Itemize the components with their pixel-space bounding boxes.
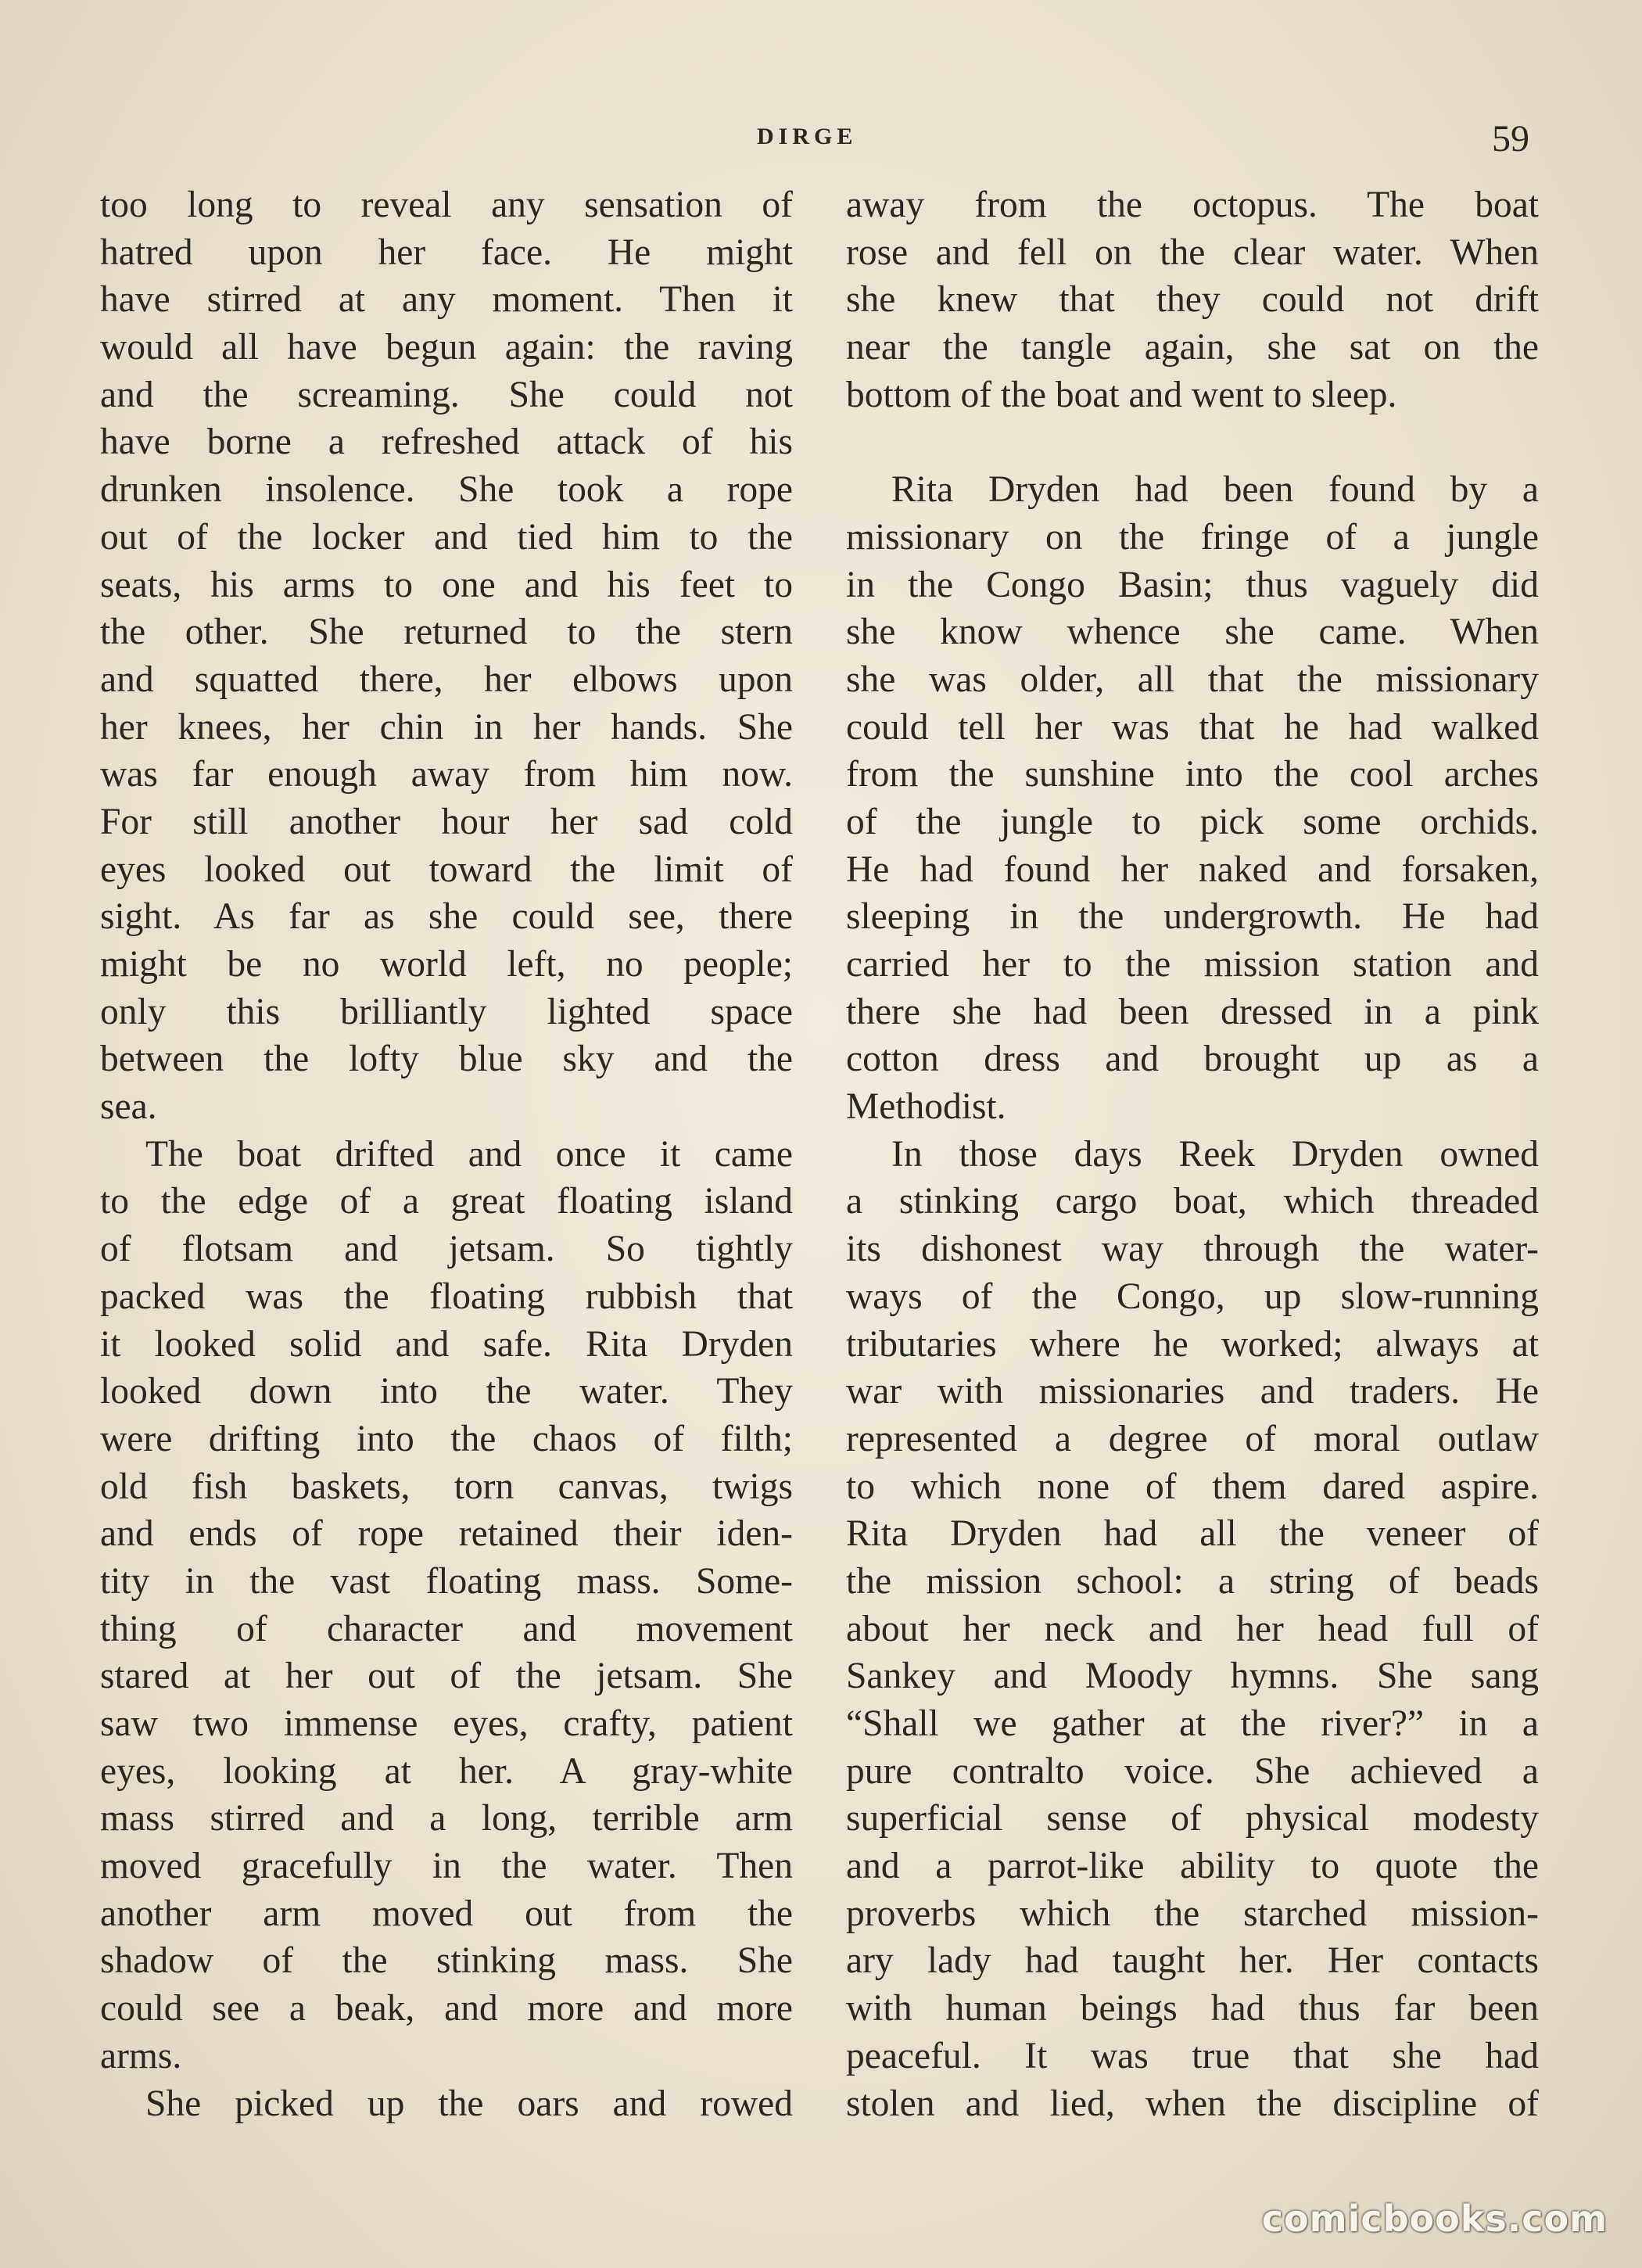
text-line: She picked up the oars and rowed [145,2083,793,2124]
text-line: about her neck and her head full of [846,1608,1539,1649]
text-line: she was older, all that the missionary [846,659,1539,700]
text-line: of flotsam and jetsam. So tightly [100,1229,793,1270]
right-text-column [846,181,1539,2127]
text-line: away from the octopus. The boat [846,185,1539,225]
text-line: eyes looked out toward the limit of [100,849,793,890]
watermark: comicbooks.com [1261,2198,1608,2240]
text-line: missionary on the fringe of a jungle [846,516,1539,558]
paragraph-break [846,418,1539,466]
text-line: there she had been dressed in a pink [846,991,1539,1032]
text-line: saw two immense eyes, crafty, patient [100,1703,793,1744]
text-line: the other. She returned to the stern [100,612,793,653]
text-line: with human beings had thus far been [846,1988,1539,2029]
text-line: and the screaming. She could not [100,374,793,415]
text-line: were drifting into the chaos of filth; [100,1418,793,1459]
text-line: to the edge of a great floating island [100,1181,793,1222]
text-line: carried her to the mission station and [846,944,1539,985]
text-line: would all have begun again: the raving [100,327,793,368]
text-line: pure contralto voice. She achieved a [846,1750,1539,1792]
text-line: represented a degree of moral outlaw [846,1418,1539,1459]
text-line: she know whence she came. When [846,612,1539,653]
text-line: of the jungle to pick some orchids. [846,801,1539,842]
text-line: from the sunshine into the cool arches [846,754,1539,795]
text-line: sea. [100,1086,157,1128]
text-line: hatred upon her face. He might [100,231,793,273]
text-line: drunken insolence. She took a rope [100,469,793,511]
running-title: DIRGE [757,124,858,149]
text-line: could see a beak, and more and more [100,1988,793,2029]
text-line: arms. [100,2035,182,2076]
text-line: stared at her out of the jetsam. She [100,1656,793,1697]
text-line: her knees, her chin in her hands. She [100,706,793,748]
text-line: could tell her was that he had walked [846,706,1539,748]
text-line: and a parrot-like ability to quote the [846,1846,1539,1887]
text-line: have stirred at any moment. Then it [100,279,793,321]
text-line: looked down into the water. They [100,1371,793,1412]
text-line: mass stirred and a long, terrible arm [100,1798,793,1839]
text-line: thing of character and movement [100,1608,793,1649]
text-line: sight. As far as she could see, there [100,896,793,938]
text-line: might be no world left, no people; [100,944,793,985]
text-line: cotton dress and brought up as a [846,1039,1539,1080]
text-line: and squatted there, her elbows upon [100,659,793,700]
text-line: a stinking cargo boat, which threaded [846,1181,1539,1222]
text-line: the mission school: a string of beads [846,1560,1539,1602]
text-line: Rita Dryden had all the veneer of [846,1513,1539,1555]
text-line: she knew that they could not drift [846,279,1539,321]
text-line: tity in the vast floating mass. Some- [100,1560,793,1602]
text-line: peaceful. It was true that she had [846,2035,1539,2076]
page-header [0,118,1642,170]
text-line: Rita Dryden had been found by a [891,469,1539,511]
text-line: superficial sense of physical modesty [846,1798,1539,1839]
text-line: old fish baskets, torn canvas, twigs [100,1466,793,1507]
text-line: seats, his arms to one and his feet to [100,564,793,605]
text-line: ways of the Congo, up slow-running [846,1276,1539,1317]
text-line: He had found her naked and forsaken, [846,849,1539,890]
text-line: too long to reveal any sensation of [100,185,793,225]
text-line: For still another hour her sad cold [100,801,793,842]
text-line: rose and fell on the clear water. When [846,231,1539,273]
text-line: have borne a refreshed attack of his [100,422,793,463]
text-line: Sankey and Moody hymns. She sang [846,1656,1539,1697]
text-line: was far enough away from him now. [100,754,793,795]
text-line: between the lofty blue sky and the [100,1039,793,1080]
text-line: Methodist. [846,1086,1006,1128]
text-line: eyes, looking at her. A gray-white [100,1750,793,1792]
text-line: tributaries where he worked; always at [846,1323,1539,1365]
text-line: another arm moved out from the [100,1893,793,1934]
text-line: and ends of rope retained their iden- [100,1513,793,1555]
left-text-column [100,181,793,2127]
text-line: In those days Reek Dryden owned [891,1133,1539,1175]
text-line: it looked solid and safe. Rita Dryden [100,1323,793,1365]
text-line: stolen and lied, when the discipline of [846,2083,1539,2124]
text-line: moved gracefully in the water. Then [100,1846,793,1887]
text-line: only this brilliantly lighted space [100,991,793,1032]
text-line: packed was the floating rubbish that [100,1276,793,1317]
text-line: ary lady had taught her. Her contacts [846,1940,1539,1982]
text-line: out of the locker and tied him to the [100,516,793,558]
text-line: shadow of the stinking mass. She [100,1940,793,1982]
text-line: proverbs which the starched mission- [846,1893,1539,1934]
text-line: war with missionaries and traders. He [846,1371,1539,1412]
text-line: The boat drifted and once it came [145,1133,793,1175]
text-line: in the Congo Basin; thus vaguely did [846,564,1539,605]
text-line: sleeping in the undergrowth. He had [846,896,1539,938]
page-number: 59 [1492,118,1529,160]
text-line: “Shall we gather at the river?” in a [846,1703,1539,1744]
text-line: bottom of the boat and went to sleep. [846,374,1397,415]
text-line: near the tangle again, she sat on the [846,327,1539,368]
text-line: its dishonest way through the water- [846,1229,1539,1270]
text-line: to which none of them dared aspire. [846,1466,1539,1507]
